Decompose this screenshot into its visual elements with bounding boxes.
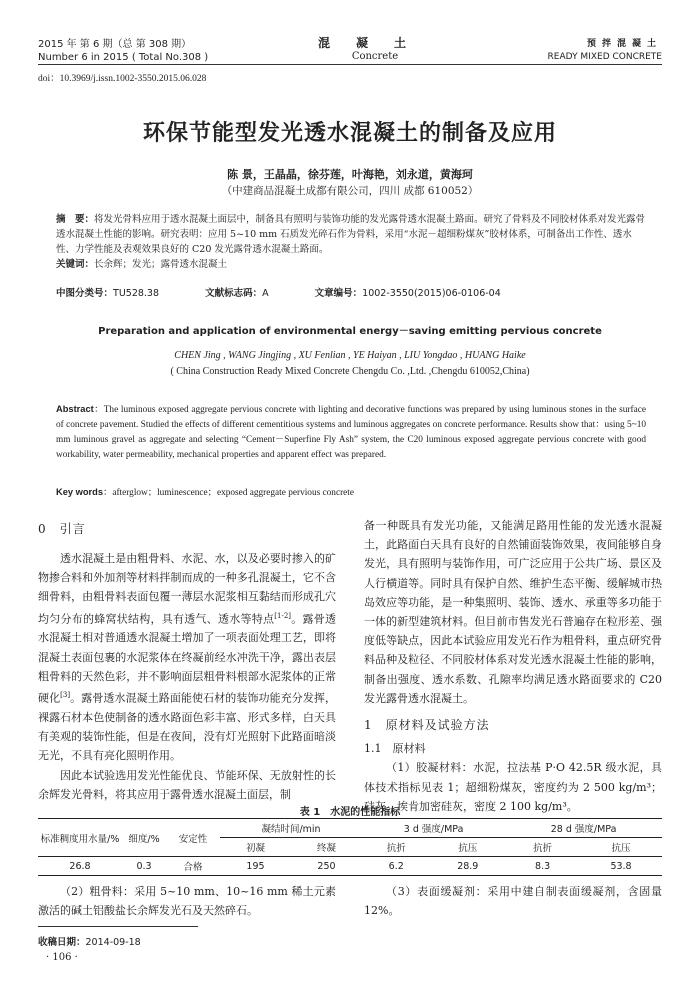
column-left-body	[38, 549, 336, 804]
intro-paragraph-3: 备一种既具有发光功能，又能满足路用性能的发光透水混凝土，此路面白天具有良好的自然铺面装饰效果，夜间能够自身发光，具有照明与装饰作用，可广泛应用于公共广场、景区及人行横道等。同时具有保护自然、维护生态平衡、缓解城市热岛效应等功能，是一种集照明、装饰、透水、承重等多功能于一体的新型建筑材料。但目前市售发光石普遍存在粒形差、强度低等缺点，因此本试验应用发光石作为粗骨料，重点研究骨料品种及粒径、不同胶材体系对发光透水混凝土性能的影响，制备出强度、透水系数、孔隙率均满足透水路面要求的 C20 发光露骨透水混凝土。	[364, 519, 662, 705]
th-28d-comp: 抗压	[611, 843, 631, 854]
doc-code-value: A	[262, 288, 269, 299]
intro-paragraph-2: 因此本试验选用发光性能优良、节能环保、无放射性的长余辉发光骨料，将其应用于露骨透水混凝土面层，制	[38, 768, 336, 801]
cell-soundness: 合格	[166, 857, 220, 876]
intro-p1b-text: 。露骨透水混凝土相对普通透水混凝土增加了一项表面处理工艺，即将混凝土表面包裹的水泥浆体在终凝前经水冲洗干净，露出表层粗骨料的天然色彩，并不影响面层粗骨料根部水泥浆体的正常硬化	[38, 612, 337, 705]
header-journal	[300, 36, 450, 64]
received-date	[38, 934, 141, 948]
retarder-paragraph	[364, 882, 662, 920]
keywords-en-text: ：afterglow；luminescence；exposed aggregate pervious concrete	[103, 488, 355, 498]
section-1-1-heading: 1.1 原材料	[364, 742, 426, 756]
column-right-body	[364, 516, 662, 816]
received-value: 2014-09-18	[85, 937, 141, 948]
th-soundness: 安定性	[166, 819, 220, 857]
abstract-en-text: ：The luminous exposed aggregate pervious concrete with lighting and decorative functions was prepared by using luminous stones in the surface of concrete pavement. Studied the effects of different cementitious systems and luminous aggregates on concrete performance. Results show that：using 5~10 mm luminous gravel as aggregate and selecting “Cement－Superfine Fly Ash” system, the C20 luminous exposed aggregate pervious concrete with good workability, water permeability, mechanical properties and apparent effect was prepared.	[56, 405, 646, 460]
retarder-text: （3）表面缓凝剂：采用中建自制表面缓凝剂，含固量 12%。	[364, 885, 662, 918]
th-3d-flex: 抗折	[386, 843, 406, 854]
citation-2: [3]	[60, 691, 71, 700]
issue-en: Number 6 in 2015 ( Total No.308 )	[38, 52, 209, 63]
header-issue	[38, 38, 208, 64]
cell-28d-flex: 8.3	[505, 857, 580, 876]
page-number: · 106 ·	[46, 952, 78, 963]
keywords-en-label: Key words	[56, 487, 104, 497]
classification-line	[56, 285, 646, 299]
cell-initial: 195	[220, 857, 291, 876]
paper-title: 环保节能型发光透水混凝土的制备及应用	[142, 121, 557, 146]
doi: doi：10.3969/j.issn.1002-3550.2015.06.028	[38, 74, 207, 84]
cell-28d-comp: 53.8	[580, 857, 662, 876]
affiliation-en: ( China Construction Ready Mixed Concrete Chengdu Co. ,Ltd. ,Chengdu 610052,China)	[170, 366, 530, 377]
th-water-demand: 标准稠度用水量/%	[38, 819, 122, 857]
keywords-en	[56, 484, 646, 498]
keywords-cn-label: 关键词：	[56, 259, 95, 270]
clc-value: TU528.38	[113, 288, 160, 299]
cell-fineness: 0.3	[122, 857, 166, 876]
citation-1: [1-2]	[274, 611, 291, 620]
cement-properties-table	[38, 818, 662, 876]
authors: 陈 景，王晶晶，徐芬莲，叶海艳，刘永道，黄海珂	[227, 168, 473, 181]
table-1-caption: 表 1 水泥的性能指标	[299, 807, 401, 818]
received-label: 收稿日期：	[38, 937, 86, 948]
column-en: READY MIXED CONCRETE	[547, 52, 662, 62]
header-rule	[38, 64, 662, 65]
th-28d-strength: 28 d 强度/MPa	[505, 819, 662, 838]
column-cn: 预拌混凝土	[586, 39, 662, 49]
coarse-aggregate-text: （2）粗骨料：采用 5~10 mm、10~16 mm 稀土元素激活的碱土铝酸盐长余辉发光石及天然碎石。	[38, 885, 336, 918]
section-1-heading: 1 原材料及试验方法	[364, 718, 490, 733]
cell-water: 26.8	[38, 857, 122, 876]
abstract-en-label: Abstract	[56, 404, 94, 414]
keywords-cn-text: 长余辉；发光；露骨透水混凝土	[94, 259, 228, 270]
header-column	[548, 38, 662, 64]
journal-cn: 混凝土	[317, 36, 432, 50]
cell-3d-comp: 28.9	[430, 857, 505, 876]
materials-paragraph-1: （1）胶凝材料：水泥，拉法基 P·O 42.5R 级水泥，具体技术指标见表 1；超细粉煤灰，密度约为 2 500 kg/m³；硅灰，埃肯加密硅灰，密度 2 100 kg/m³。	[364, 761, 662, 813]
article-no-label: 文章编号：	[314, 288, 363, 299]
intro-paragraph-1	[38, 549, 336, 766]
abstract-cn	[56, 212, 646, 272]
journal-en: Concrete	[351, 51, 399, 62]
doc-code-label: 文献标志码：	[205, 288, 263, 299]
abstract-cn-text: 将发光骨料应用于透水混凝土面层中，制备具有照明与装饰功能的发光露骨透水混凝土路面。研究了骨料及不同胶材体系对发光露骨透水混凝土性能的影响。研究表明：应用 5~10 mm 石质发光碎石作为骨料，采用“水泥－超细粉煤灰”胶材体系，可制备出工作性、透水性、力学性能及表观效果良好的 C20 发光露骨透水混凝土路面。	[56, 214, 646, 255]
table-row	[38, 857, 662, 876]
th-final: 终凝	[316, 843, 336, 854]
coarse-aggregate-paragraph	[38, 882, 336, 920]
intro-p1-text: 透水混凝土是由粗骨料、水泥、水，以及必要时掺入的矿物掺合料和外加剂等材料拌制而成的一种多孔混凝土，它不含细骨料，由粗骨料表面包覆一薄层水泥浆相互黏结而形成孔穴均匀分布的蜂窝状结构，具有透气、透水等特点	[38, 552, 336, 626]
th-setting-time: 凝结时间/min	[220, 819, 362, 838]
footnote-rule	[38, 926, 198, 927]
th-3d-strength: 3 d 强度/MPa	[362, 819, 505, 838]
paper-title-en: Preparation and application of environmental energy－saving emitting pervious concrete	[98, 326, 602, 337]
article-no-value: 1002-3550(2015)06-0106-04	[362, 288, 501, 299]
section-0-heading: 0 引言	[38, 522, 86, 536]
authors-en: CHEN Jing , WANG Jingjing , XU Fenlian , YE Haiyan , LIU Yongdao , HUANG Haike	[174, 350, 526, 361]
th-3d-comp: 抗压	[458, 843, 478, 854]
clc-label: 中图分类号：	[56, 288, 114, 299]
issue-cn: 2015 年 第 6 期（总 第 308 期）	[38, 39, 192, 50]
cell-3d-flex: 6.2	[362, 857, 430, 876]
intro-p1c-text: 。露骨透水混凝土路面能使石材的装饰功能充分发挥，裸露石材本色使制备的透水路面色彩丰富、形式多样，白天具有美观的装饰性能，但是在夜间，没有灯光照射下此路面暗淡无光，不具有亮化照明作用。	[38, 691, 337, 763]
th-initial: 初凝	[245, 843, 265, 854]
abstract-en	[56, 402, 646, 463]
th-28d-flex: 抗折	[533, 843, 553, 854]
th-fineness: 细度/%	[122, 819, 166, 857]
cell-final: 250	[291, 857, 362, 876]
keywords-cn	[56, 257, 646, 272]
abstract-cn-label: 摘 要：	[56, 214, 95, 225]
affiliation: （中建商品混凝土成都有限公司，四川 成都 610052）	[221, 185, 479, 197]
